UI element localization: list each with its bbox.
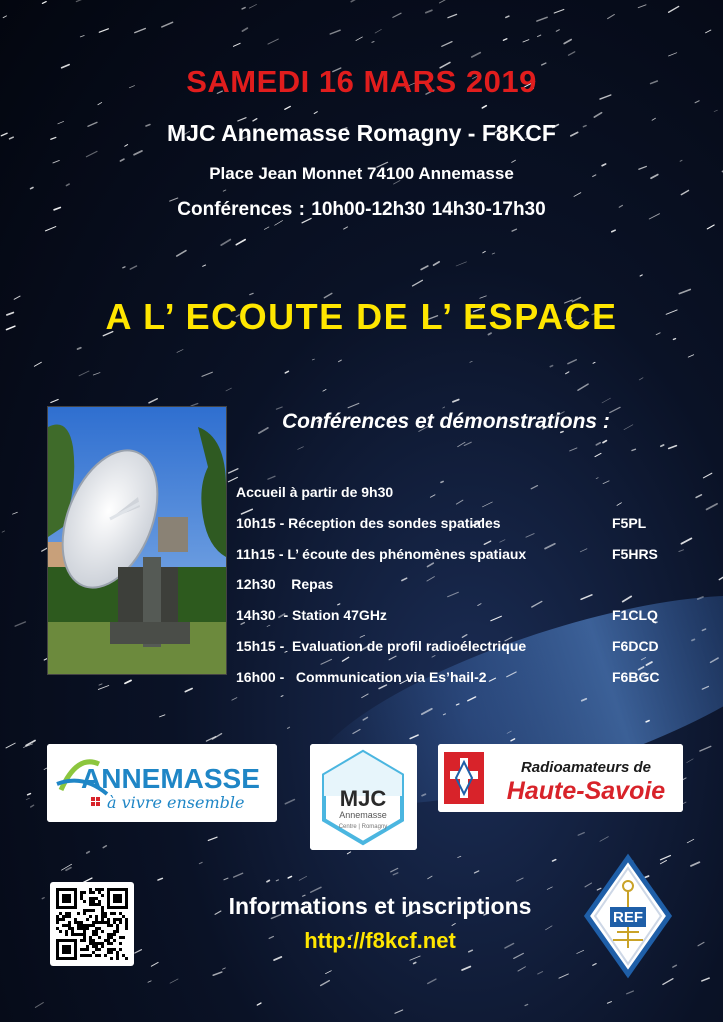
event-venue: MJC Annemasse Romagny - F8KCF	[167, 120, 556, 146]
mjc-logo	[310, 744, 417, 850]
event-hours: Conférences : 10h00-12h30 14h30-17h30	[177, 199, 546, 220]
savoie-cross-icon	[444, 752, 484, 804]
program-item-text: 16h00 - Communication via Es’hail-2	[236, 668, 487, 685]
annemasse-tagline: à vivre ensemble	[107, 793, 245, 812]
mjc-line1: Annemasse	[339, 810, 387, 820]
program-item-text: 12h30 Repas	[236, 576, 334, 593]
program-item-callsign: F6DCD	[612, 638, 659, 654]
program-item	[236, 484, 686, 504]
website-link[interactable]: http://f8kcf.net	[304, 928, 456, 953]
qr-code	[50, 882, 134, 966]
program-item-text: 11h15 - L’ écoute des phénomènes spatiaux	[236, 545, 527, 562]
radioamateurs-logo	[438, 744, 683, 812]
mjc-name: MJC	[339, 786, 387, 811]
program-item-text: 14h30 - Station 47GHz	[236, 607, 387, 624]
program-item-callsign: F5HRS	[612, 545, 658, 562]
ref-emblem	[583, 852, 673, 980]
ras-line2: Haute-Savoie	[506, 777, 666, 805]
info-text: Informations et inscriptions	[228, 893, 532, 919]
satellite-dish-photo	[47, 406, 227, 675]
program-item	[236, 515, 686, 535]
mjc-line2: Centre | Romagny	[338, 824, 388, 830]
program-item-text: 15h15 - Evaluation de profil radioélectrique	[236, 638, 527, 654]
program-item	[236, 546, 686, 566]
program-item	[236, 607, 686, 627]
program-item	[236, 576, 686, 596]
program-item-text: 10h15 - Réception des sondes spatiales	[236, 514, 501, 531]
annemasse-name: ANNEMASSE	[81, 763, 260, 794]
event-address: Place Jean Monnet 74100 Annemasse	[209, 164, 514, 183]
program-item	[236, 669, 686, 689]
program-item-callsign: F5PL	[612, 514, 647, 531]
ras-line1: Radioamateurs de	[520, 759, 652, 776]
program-title: Conférences et démonstrations :	[282, 410, 610, 433]
annemasse-logo	[47, 744, 277, 822]
event-date: SAMEDI 16 MARS 2019	[186, 64, 537, 99]
program-item-callsign: F6BGC	[612, 668, 660, 685]
headline: A L’ ECOUTE DE L’ ESPACE	[105, 296, 618, 337]
program-item-callsign: F1CLQ	[612, 607, 658, 624]
program-item-text: Accueil à partir de 9h30	[236, 484, 394, 500]
ref-text: REF	[613, 909, 643, 926]
program-item	[236, 638, 686, 658]
